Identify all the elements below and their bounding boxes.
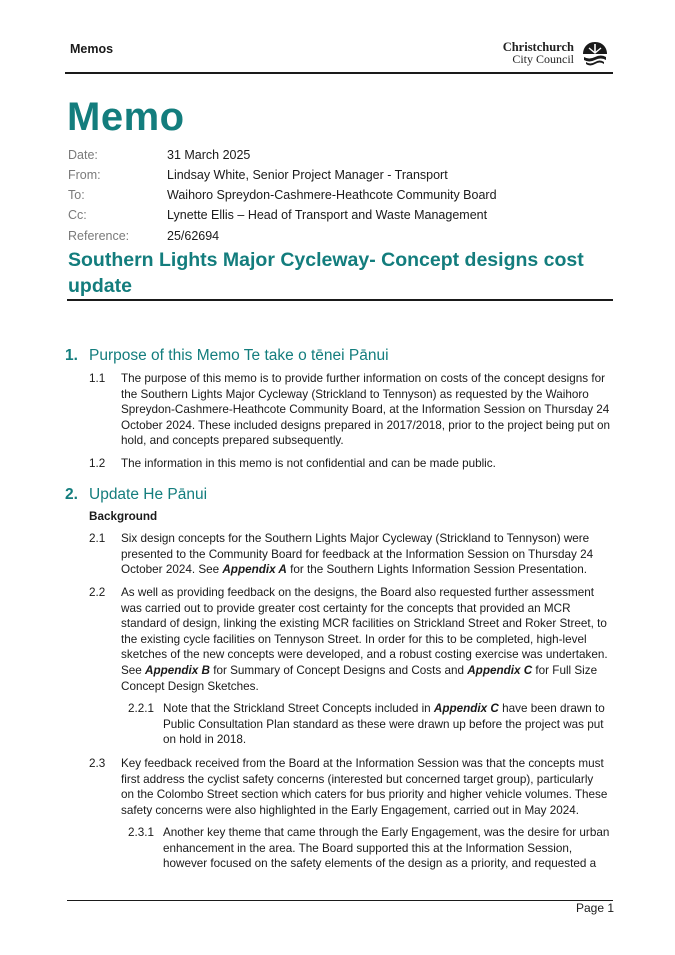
meta-label: From: xyxy=(68,168,101,182)
para-1-1 xyxy=(121,371,611,449)
para-number: 1.1 xyxy=(89,372,106,385)
meta-row-cc xyxy=(68,205,487,225)
logo-line-1: Christchurch xyxy=(502,40,574,54)
para-line: hold, and concepts prepared subsequently. xyxy=(121,434,344,448)
section-2-heading xyxy=(65,486,207,504)
para-1-2: The information in this memo is not confidential and can be made public. xyxy=(121,457,496,470)
meta-value: 25/62694 xyxy=(167,229,220,243)
para-line: sketches of the new concepts were developed, and a robust costing exercise was undertaken. xyxy=(121,648,608,662)
para-line: Six design concepts for the Southern Lights Major Cycleway (Strickland to Tennyson) were xyxy=(121,532,590,545)
para-line xyxy=(121,663,611,679)
para-number: 2.1 xyxy=(89,532,106,545)
para-line: Concept Design Sketches. xyxy=(121,679,259,693)
para-line: the Southern Lights Major Cycleway (Strickland to Tennyson) as requested by the Waihoro xyxy=(121,387,589,401)
appendix-c-ref: Appendix C xyxy=(467,663,533,677)
para-line: October 2024. These included designs prepared in 2017/2018, prior to the project being put on xyxy=(121,418,611,432)
meta-label: Cc: xyxy=(68,208,87,222)
memo-subject xyxy=(68,247,613,299)
para-line: standard of design, linking the existing MCR facilities on Strickland Street and Roker Street, to xyxy=(121,617,607,631)
text-run: for the Southern Lights Information Session Presentation. xyxy=(286,563,588,577)
text-run: for Full Size xyxy=(532,663,598,677)
council-logo xyxy=(498,40,610,68)
subject-rule xyxy=(67,299,613,301)
para-line: Public Consultation Plan standard as these were drawn up before the project was put xyxy=(163,717,604,731)
council-emblem-icon xyxy=(580,40,610,68)
para-line: presented to the Community Board for feedback at the Information Session on Thursday 24 xyxy=(121,547,594,561)
meta-row-to xyxy=(68,185,497,205)
appendix-a-ref: Appendix A xyxy=(222,563,287,577)
text-run: for Summary of Concept Designs and Costs and xyxy=(209,663,468,677)
logo-line-2: City Council xyxy=(512,52,574,66)
meta-value: 31 March 2025 xyxy=(167,148,251,162)
para-line xyxy=(163,701,611,717)
para-number: 2.3 xyxy=(89,757,106,770)
para-line xyxy=(121,562,611,578)
meta-label: Date: xyxy=(68,148,98,162)
para-line: first address the cyclist safety concerns (interested but concerned target group), particularly xyxy=(121,772,594,786)
meta-value: Lynette Ellis – Head of Transport and Waste Management xyxy=(167,208,488,222)
para-line: safety concerns were also highlighted in the Early Engagement, carried out in May 2024. xyxy=(121,803,580,817)
appendix-b-ref: Appendix B xyxy=(145,663,210,677)
para-line: Key feedback received from the Board at the Information Session was that the concepts must xyxy=(121,757,604,770)
para-line: the existing cycle facilities on Tennyson Street. In order for this to be completed, high-level xyxy=(121,632,587,646)
para-line: The purpose of this memo is to provide further information on costs of the concept designs for xyxy=(121,372,605,385)
header-label: Memos xyxy=(70,42,114,56)
para-2-2-1 xyxy=(163,701,611,748)
footer-rule xyxy=(67,900,613,901)
para-line: Another key theme that came through the Early Engagement, was the desire for urban xyxy=(163,826,610,839)
section-number: 1. xyxy=(65,347,78,364)
para-line: however focused on the safety elements of the design as a priority, and requested a xyxy=(163,857,597,871)
section-title: Purpose of this Memo Te take o tēnei Pānui xyxy=(89,347,389,364)
para-number: 2.3.1 xyxy=(128,826,154,839)
para-line: Spreydon-Cashmere-Heathcote Community Board, at the Information Session on Thursday 24 xyxy=(121,403,610,417)
page-number: Page 1 xyxy=(576,901,615,915)
subheading-background: Background xyxy=(89,510,158,523)
text-run: See xyxy=(121,663,146,677)
appendix-c-ref: Appendix C xyxy=(433,702,499,715)
para-2-3 xyxy=(121,756,611,818)
memo-title: Memo xyxy=(67,95,185,139)
section-title: Update He Pānui xyxy=(89,486,208,503)
meta-row-from xyxy=(68,165,448,185)
para-number: 1.2 xyxy=(89,457,106,470)
meta-label: Reference: xyxy=(68,229,130,243)
subject-line-2: update xyxy=(68,275,132,297)
para-2-3-1 xyxy=(163,825,611,872)
text-run: October 2024. See xyxy=(121,563,223,577)
text-run: Note that the Strickland Street Concepts included in xyxy=(163,702,434,715)
para-line: was carried out to provide greater cost certainty for the concepts that provided an MCR xyxy=(121,601,571,615)
section-1-heading xyxy=(65,347,389,365)
text-run: have been drawn to xyxy=(498,702,605,715)
para-line: enhancement in the area. The Board supported this at the Information Session, xyxy=(163,841,573,855)
para-line: As well as providing feedback on the designs, the Board also requested further assessment xyxy=(121,586,594,599)
subject-line-1: Southern Lights Major Cycleway- Concept designs cost xyxy=(68,249,584,271)
meta-value: Waihoro Spreydon-Cashmere-Heathcote Community Board xyxy=(167,188,497,202)
para-2-2 xyxy=(121,585,611,694)
section-number: 2. xyxy=(65,486,78,503)
meta-value: Lindsay White, Senior Project Manager - Transport xyxy=(167,168,448,182)
para-number: 2.2.1 xyxy=(128,702,154,715)
meta-label: To: xyxy=(68,188,85,202)
meta-row-reference xyxy=(68,226,219,246)
para-number: 2.2 xyxy=(89,586,106,599)
para-line: on the Colombo Street section which caters for bus priority and higher vehicle volumes. These xyxy=(121,788,608,802)
meta-row-date xyxy=(68,145,250,165)
para-line: on hold in 2018. xyxy=(163,733,247,747)
para-2-1 xyxy=(121,531,611,578)
header-rule xyxy=(65,72,613,74)
